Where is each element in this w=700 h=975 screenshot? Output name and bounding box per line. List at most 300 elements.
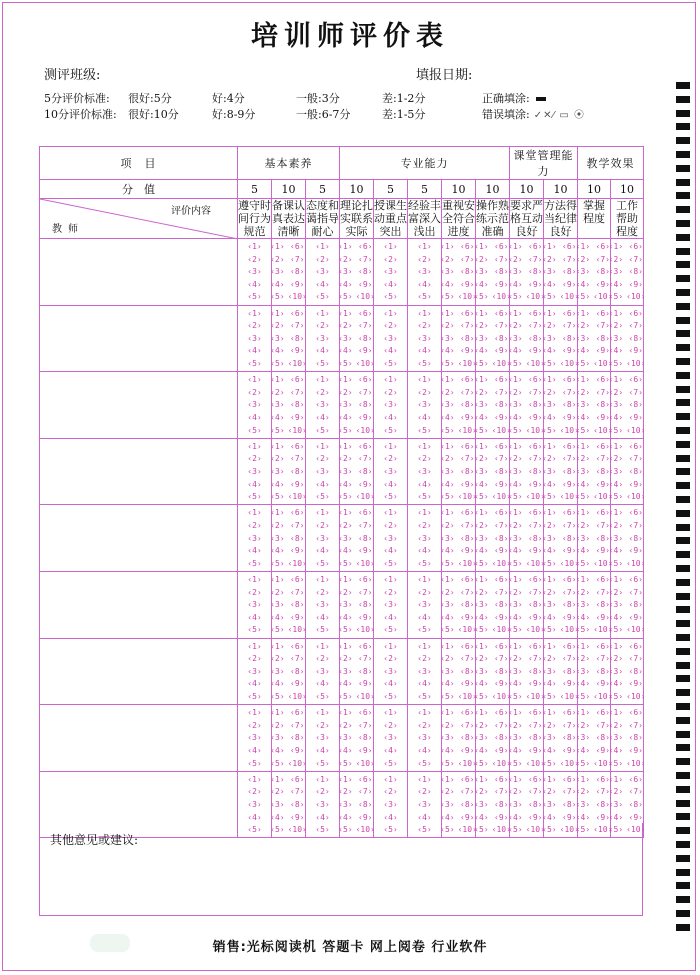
score-bubble[interactable]: ‹1›: [315, 641, 330, 651]
score-bubble[interactable]: ‹5›: [270, 558, 285, 568]
score-bubble[interactable]: ‹10›: [287, 425, 307, 435]
score-bubble[interactable]: ‹10›: [593, 492, 613, 502]
score-bubble[interactable]: ‹5›: [247, 691, 262, 701]
score-bubble[interactable]: ‹1›: [542, 441, 557, 451]
score-bubble[interactable]: ‹2›: [315, 254, 330, 264]
score-bubble[interactable]: ‹3›: [474, 333, 489, 343]
score-bubble[interactable]: ‹3›: [440, 733, 455, 743]
score-bubble[interactable]: ‹8›: [290, 799, 305, 809]
score-bubble[interactable]: ‹7›: [460, 254, 475, 264]
score-bubble[interactable]: ‹1›: [383, 375, 398, 385]
score-bubble[interactable]: ‹3›: [542, 466, 557, 476]
score-bubble[interactable]: ‹8›: [595, 333, 610, 343]
score-bubble[interactable]: ‹2›: [247, 387, 262, 397]
score-bubble[interactable]: ‹4›: [270, 412, 285, 422]
score-bubble[interactable]: ‹5›: [270, 358, 285, 368]
score-bubble[interactable]: ‹6›: [628, 641, 643, 651]
score-bubble[interactable]: ‹5›: [608, 825, 624, 835]
score-bubble[interactable]: ‹4›: [542, 812, 557, 822]
score-bubble[interactable]: ‹4›: [383, 546, 398, 556]
score-bubble[interactable]: ‹4›: [417, 812, 432, 822]
score-bubble[interactable]: ‹8›: [528, 799, 543, 809]
score-bubble[interactable]: ‹5›: [315, 825, 330, 835]
score-bubble[interactable]: ‹5›: [575, 358, 591, 368]
score-bubble[interactable]: ‹7›: [460, 387, 475, 397]
score-bubble[interactable]: ‹4›: [474, 412, 489, 422]
score-bubble[interactable]: ‹9›: [562, 679, 577, 689]
score-bubble[interactable]: ‹9›: [628, 412, 643, 422]
score-bubble[interactable]: ‹4›: [542, 346, 557, 356]
score-bubble[interactable]: ‹3›: [608, 799, 624, 809]
score-bubble[interactable]: ‹2›: [575, 454, 591, 464]
score-bubble[interactable]: ‹9›: [460, 812, 475, 822]
score-bubble[interactable]: ‹9›: [460, 745, 475, 755]
score-bubble[interactable]: ‹8›: [358, 466, 373, 476]
score-bubble[interactable]: ‹4›: [247, 612, 262, 622]
score-bubble[interactable]: ‹3›: [575, 600, 591, 610]
score-bubble[interactable]: ‹2›: [474, 254, 489, 264]
score-bubble[interactable]: ‹8›: [358, 400, 373, 410]
score-bubble[interactable]: ‹6›: [628, 375, 643, 385]
score-bubble[interactable]: ‹5›: [440, 758, 455, 768]
score-bubble[interactable]: ‹7›: [290, 720, 305, 730]
score-bubble[interactable]: ‹7›: [562, 520, 577, 530]
score-bubble[interactable]: ‹8›: [628, 400, 643, 410]
score-bubble[interactable]: ‹8›: [528, 333, 543, 343]
score-bubble[interactable]: ‹3›: [315, 799, 330, 809]
score-bubble[interactable]: ‹3›: [417, 733, 432, 743]
score-bubble[interactable]: ‹9›: [595, 546, 610, 556]
score-bubble[interactable]: ‹1›: [575, 641, 591, 651]
score-bubble[interactable]: ‹3›: [338, 666, 353, 676]
score-bubble[interactable]: ‹4›: [440, 612, 455, 622]
score-bubble[interactable]: ‹3›: [508, 400, 523, 410]
score-bubble[interactable]: ‹1›: [270, 308, 285, 318]
score-bubble[interactable]: ‹4›: [440, 346, 455, 356]
score-bubble[interactable]: ‹3›: [338, 466, 353, 476]
score-bubble[interactable]: ‹10›: [457, 292, 477, 302]
score-bubble[interactable]: ‹5›: [270, 492, 285, 502]
score-bubble[interactable]: ‹10›: [559, 758, 579, 768]
score-bubble[interactable]: ‹4›: [608, 812, 624, 822]
score-bubble[interactable]: ‹4›: [315, 612, 330, 622]
score-bubble[interactable]: ‹9›: [290, 412, 305, 422]
score-bubble[interactable]: ‹1›: [270, 641, 285, 651]
score-bubble[interactable]: ‹1›: [338, 641, 353, 651]
score-bubble[interactable]: ‹4›: [474, 346, 489, 356]
score-bubble[interactable]: ‹4›: [508, 679, 523, 689]
score-bubble[interactable]: ‹3›: [338, 799, 353, 809]
score-bubble[interactable]: ‹10›: [626, 292, 646, 302]
score-bubble[interactable]: ‹3›: [440, 600, 455, 610]
score-bubble[interactable]: ‹4›: [608, 479, 624, 489]
score-bubble[interactable]: ‹7›: [494, 654, 509, 664]
score-bubble[interactable]: ‹5›: [440, 425, 455, 435]
score-bubble[interactable]: ‹1›: [417, 308, 432, 318]
score-bubble[interactable]: ‹7›: [290, 387, 305, 397]
teacher-name-cell[interactable]: [40, 705, 238, 772]
score-bubble[interactable]: ‹8›: [562, 600, 577, 610]
score-bubble[interactable]: ‹5›: [247, 758, 262, 768]
score-bubble[interactable]: ‹5›: [247, 292, 262, 302]
score-bubble[interactable]: ‹6›: [528, 375, 543, 385]
score-bubble[interactable]: ‹8›: [562, 466, 577, 476]
score-bubble[interactable]: ‹9›: [528, 812, 543, 822]
score-bubble[interactable]: ‹7›: [562, 321, 577, 331]
score-bubble[interactable]: ‹1›: [417, 441, 432, 451]
score-bubble[interactable]: ‹2›: [440, 387, 455, 397]
score-bubble[interactable]: ‹6›: [460, 242, 475, 251]
score-bubble[interactable]: ‹4›: [542, 412, 557, 422]
score-bubble[interactable]: ‹2›: [440, 454, 455, 464]
score-bubble[interactable]: ‹6›: [595, 774, 610, 784]
score-bubble[interactable]: ‹2›: [508, 454, 523, 464]
score-bubble[interactable]: ‹4›: [315, 745, 330, 755]
score-bubble[interactable]: ‹5›: [508, 691, 523, 701]
score-bubble[interactable]: ‹5›: [383, 358, 398, 368]
score-bubble[interactable]: ‹1›: [608, 441, 624, 451]
score-bubble[interactable]: ‹3›: [417, 267, 432, 277]
score-bubble[interactable]: ‹5›: [315, 625, 330, 635]
score-bubble[interactable]: ‹6›: [628, 308, 643, 318]
score-bubble[interactable]: ‹10›: [355, 425, 375, 435]
score-bubble[interactable]: ‹2›: [338, 587, 353, 597]
score-bubble[interactable]: ‹5›: [440, 292, 455, 302]
score-bubble[interactable]: ‹4›: [575, 412, 591, 422]
score-bubble[interactable]: ‹8›: [628, 666, 643, 676]
score-bubble[interactable]: ‹3›: [508, 466, 523, 476]
score-bubble[interactable]: ‹3›: [508, 267, 523, 277]
score-bubble[interactable]: ‹6›: [562, 308, 577, 318]
score-bubble[interactable]: ‹10›: [457, 625, 477, 635]
score-bubble[interactable]: ‹5›: [270, 625, 285, 635]
score-bubble[interactable]: ‹6›: [358, 242, 373, 251]
score-bubble[interactable]: ‹8›: [290, 733, 305, 743]
score-bubble[interactable]: ‹1›: [383, 308, 398, 318]
score-bubble[interactable]: ‹5›: [440, 625, 455, 635]
score-bubble[interactable]: ‹3›: [474, 466, 489, 476]
score-bubble[interactable]: ‹2›: [417, 587, 432, 597]
score-bubble[interactable]: ‹1›: [508, 242, 523, 251]
score-bubble[interactable]: ‹6›: [628, 508, 643, 518]
score-bubble[interactable]: ‹5›: [270, 292, 285, 302]
score-bubble[interactable]: ‹1›: [474, 375, 489, 385]
score-bubble[interactable]: ‹7›: [358, 654, 373, 664]
score-bubble[interactable]: ‹4›: [270, 279, 285, 289]
score-bubble[interactable]: ‹5›: [417, 492, 432, 502]
score-bubble[interactable]: ‹4›: [508, 612, 523, 622]
score-bubble[interactable]: ‹2›: [440, 787, 455, 797]
score-bubble[interactable]: ‹1›: [508, 441, 523, 451]
score-bubble[interactable]: ‹10›: [525, 358, 545, 368]
score-bubble[interactable]: ‹10›: [626, 558, 646, 568]
score-bubble[interactable]: ‹2›: [417, 787, 432, 797]
score-bubble[interactable]: ‹5›: [383, 492, 398, 502]
score-bubble[interactable]: ‹2›: [508, 321, 523, 331]
score-bubble[interactable]: ‹3›: [383, 533, 398, 543]
score-bubble[interactable]: ‹10›: [491, 558, 511, 568]
score-bubble[interactable]: ‹8›: [628, 600, 643, 610]
score-bubble[interactable]: ‹2›: [608, 387, 624, 397]
score-bubble[interactable]: ‹3›: [608, 333, 624, 343]
score-bubble[interactable]: ‹4›: [608, 745, 624, 755]
score-bubble[interactable]: ‹3›: [247, 799, 262, 809]
score-bubble[interactable]: ‹10›: [593, 425, 613, 435]
score-bubble[interactable]: ‹4›: [508, 812, 523, 822]
score-bubble[interactable]: ‹1›: [508, 708, 523, 718]
score-bubble[interactable]: ‹2›: [440, 520, 455, 530]
score-bubble[interactable]: ‹5›: [338, 825, 353, 835]
score-bubble[interactable]: ‹9›: [528, 412, 543, 422]
score-bubble[interactable]: ‹5›: [575, 425, 591, 435]
score-bubble[interactable]: ‹7›: [494, 454, 509, 464]
score-bubble[interactable]: ‹1›: [315, 441, 330, 451]
score-bubble[interactable]: ‹1›: [270, 242, 285, 251]
score-bubble[interactable]: ‹3›: [542, 400, 557, 410]
score-bubble[interactable]: ‹5›: [247, 358, 262, 368]
score-bubble[interactable]: ‹3›: [247, 400, 262, 410]
score-bubble[interactable]: ‹4›: [338, 745, 353, 755]
score-bubble[interactable]: ‹7›: [290, 321, 305, 331]
score-bubble[interactable]: ‹2›: [508, 520, 523, 530]
score-bubble[interactable]: ‹1›: [338, 508, 353, 518]
score-bubble[interactable]: ‹10›: [355, 825, 375, 835]
score-bubble[interactable]: ‹5›: [575, 625, 591, 635]
score-bubble[interactable]: ‹3›: [417, 799, 432, 809]
score-bubble[interactable]: ‹2›: [338, 387, 353, 397]
score-bubble[interactable]: ‹3›: [474, 733, 489, 743]
score-bubble[interactable]: ‹2›: [247, 454, 262, 464]
teacher-name-cell[interactable]: [40, 305, 238, 372]
score-bubble[interactable]: ‹4›: [338, 612, 353, 622]
score-bubble[interactable]: ‹10›: [525, 425, 545, 435]
score-bubble[interactable]: ‹6›: [562, 641, 577, 651]
score-bubble[interactable]: ‹8›: [358, 733, 373, 743]
score-bubble[interactable]: ‹6›: [494, 308, 509, 318]
score-bubble[interactable]: ‹1›: [417, 508, 432, 518]
score-bubble[interactable]: ‹2›: [383, 387, 398, 397]
score-bubble[interactable]: ‹3›: [608, 533, 624, 543]
score-bubble[interactable]: ‹7›: [528, 787, 543, 797]
score-bubble[interactable]: ‹8›: [528, 600, 543, 610]
score-bubble[interactable]: ‹3›: [417, 466, 432, 476]
score-bubble[interactable]: ‹6›: [494, 774, 509, 784]
score-bubble[interactable]: ‹8›: [460, 600, 475, 610]
score-bubble[interactable]: ‹10›: [457, 425, 477, 435]
score-bubble[interactable]: ‹4›: [338, 279, 353, 289]
score-bubble[interactable]: ‹4›: [575, 479, 591, 489]
score-bubble[interactable]: ‹1›: [440, 375, 455, 385]
score-bubble[interactable]: ‹3›: [575, 733, 591, 743]
score-bubble[interactable]: ‹1›: [417, 375, 432, 385]
score-bubble[interactable]: ‹6›: [494, 574, 509, 584]
score-bubble[interactable]: ‹9›: [358, 612, 373, 622]
score-bubble[interactable]: ‹9›: [628, 346, 643, 356]
score-bubble[interactable]: ‹5›: [383, 292, 398, 302]
score-bubble[interactable]: ‹6›: [562, 708, 577, 718]
score-bubble[interactable]: ‹9›: [595, 479, 610, 489]
score-bubble[interactable]: ‹8›: [460, 666, 475, 676]
score-bubble[interactable]: ‹5›: [440, 492, 455, 502]
score-bubble[interactable]: ‹7›: [595, 720, 610, 730]
score-bubble[interactable]: ‹2›: [270, 520, 285, 530]
score-bubble[interactable]: ‹9›: [290, 479, 305, 489]
score-bubble[interactable]: ‹4›: [608, 546, 624, 556]
score-bubble[interactable]: ‹3›: [440, 267, 455, 277]
score-bubble[interactable]: ‹9›: [628, 479, 643, 489]
score-bubble[interactable]: ‹7›: [595, 520, 610, 530]
score-bubble[interactable]: ‹6›: [290, 308, 305, 318]
score-bubble[interactable]: ‹10›: [626, 825, 646, 835]
comment-box[interactable]: [39, 823, 646, 916]
score-bubble[interactable]: ‹5›: [338, 425, 353, 435]
score-bubble[interactable]: ‹9›: [528, 479, 543, 489]
score-bubble[interactable]: ‹2›: [270, 454, 285, 464]
score-bubble[interactable]: ‹1›: [608, 708, 624, 718]
score-bubble[interactable]: ‹2›: [417, 720, 432, 730]
score-bubble[interactable]: ‹3›: [383, 333, 398, 343]
score-bubble[interactable]: ‹2›: [542, 654, 557, 664]
score-bubble[interactable]: ‹9›: [628, 745, 643, 755]
score-bubble[interactable]: ‹3›: [270, 666, 285, 676]
score-bubble[interactable]: ‹4›: [315, 812, 330, 822]
score-bubble[interactable]: ‹8›: [460, 733, 475, 743]
score-bubble[interactable]: ‹3›: [247, 333, 262, 343]
score-bubble[interactable]: ‹10›: [525, 492, 545, 502]
score-bubble[interactable]: ‹1›: [338, 441, 353, 451]
score-bubble[interactable]: ‹8›: [358, 333, 373, 343]
score-bubble[interactable]: ‹4›: [247, 745, 262, 755]
score-bubble[interactable]: ‹4›: [417, 679, 432, 689]
score-bubble[interactable]: ‹1›: [247, 375, 262, 385]
score-bubble[interactable]: ‹7›: [358, 520, 373, 530]
score-bubble[interactable]: ‹6›: [595, 375, 610, 385]
score-bubble[interactable]: ‹10›: [491, 758, 511, 768]
score-bubble[interactable]: ‹3›: [542, 600, 557, 610]
score-bubble[interactable]: ‹10›: [287, 691, 307, 701]
score-bubble[interactable]: ‹4›: [575, 279, 591, 289]
score-bubble[interactable]: ‹1›: [440, 574, 455, 584]
score-bubble[interactable]: ‹1›: [247, 708, 262, 718]
score-bubble[interactable]: ‹9›: [595, 412, 610, 422]
score-bubble[interactable]: ‹3›: [270, 799, 285, 809]
score-bubble[interactable]: ‹2›: [474, 387, 489, 397]
score-bubble[interactable]: ‹7›: [595, 321, 610, 331]
score-bubble[interactable]: ‹6›: [595, 574, 610, 584]
score-bubble[interactable]: ‹9›: [562, 346, 577, 356]
score-bubble[interactable]: ‹10›: [457, 492, 477, 502]
score-bubble[interactable]: ‹9›: [358, 346, 373, 356]
score-bubble[interactable]: ‹5›: [417, 558, 432, 568]
score-bubble[interactable]: ‹2›: [474, 720, 489, 730]
score-bubble[interactable]: ‹3›: [508, 333, 523, 343]
score-bubble[interactable]: ‹3›: [315, 533, 330, 543]
teacher-name-cell[interactable]: [40, 372, 238, 439]
score-bubble[interactable]: ‹2›: [270, 787, 285, 797]
score-bubble[interactable]: ‹7›: [358, 587, 373, 597]
score-bubble[interactable]: ‹4›: [508, 279, 523, 289]
score-bubble[interactable]: ‹6›: [494, 708, 509, 718]
score-bubble[interactable]: ‹7›: [290, 454, 305, 464]
score-bubble[interactable]: ‹6›: [628, 574, 643, 584]
score-bubble[interactable]: ‹1›: [440, 441, 455, 451]
score-bubble[interactable]: ‹4›: [247, 479, 262, 489]
score-bubble[interactable]: ‹6›: [494, 641, 509, 651]
score-bubble[interactable]: ‹3›: [542, 333, 557, 343]
score-bubble[interactable]: ‹4›: [417, 612, 432, 622]
score-bubble[interactable]: ‹6›: [628, 441, 643, 451]
score-bubble[interactable]: ‹5›: [247, 625, 262, 635]
score-bubble[interactable]: ‹3›: [383, 733, 398, 743]
score-bubble[interactable]: ‹2›: [608, 787, 624, 797]
score-bubble[interactable]: ‹3›: [417, 666, 432, 676]
score-bubble[interactable]: ‹7›: [460, 654, 475, 664]
score-bubble[interactable]: ‹3›: [608, 733, 624, 743]
score-bubble[interactable]: ‹6›: [562, 574, 577, 584]
score-bubble[interactable]: ‹2›: [383, 654, 398, 664]
score-bubble[interactable]: ‹2›: [440, 654, 455, 664]
score-bubble[interactable]: ‹3›: [474, 666, 489, 676]
score-bubble[interactable]: ‹5›: [247, 558, 262, 568]
score-bubble[interactable]: ‹7›: [562, 654, 577, 664]
score-bubble[interactable]: ‹5›: [315, 358, 330, 368]
score-bubble[interactable]: ‹8›: [494, 799, 509, 809]
teacher-name-cell[interactable]: [40, 638, 238, 705]
score-bubble[interactable]: ‹10›: [593, 825, 613, 835]
score-bubble[interactable]: ‹10›: [287, 492, 307, 502]
score-bubble[interactable]: ‹8›: [494, 733, 509, 743]
score-bubble[interactable]: ‹2›: [247, 720, 262, 730]
score-bubble[interactable]: ‹7›: [290, 654, 305, 664]
score-bubble[interactable]: ‹2›: [508, 387, 523, 397]
score-bubble[interactable]: ‹10›: [626, 758, 646, 768]
score-bubble[interactable]: ‹4›: [247, 679, 262, 689]
score-bubble[interactable]: ‹6›: [460, 308, 475, 318]
score-bubble[interactable]: ‹1›: [575, 308, 591, 318]
score-bubble[interactable]: ‹3›: [270, 600, 285, 610]
score-bubble[interactable]: ‹7›: [460, 520, 475, 530]
score-bubble[interactable]: ‹3›: [383, 267, 398, 277]
score-bubble[interactable]: ‹3›: [315, 600, 330, 610]
score-bubble[interactable]: ‹5›: [315, 558, 330, 568]
score-bubble[interactable]: ‹6›: [595, 641, 610, 651]
score-bubble[interactable]: ‹5›: [508, 625, 523, 635]
score-bubble[interactable]: ‹4›: [608, 346, 624, 356]
score-bubble[interactable]: ‹10›: [559, 292, 579, 302]
score-bubble[interactable]: ‹6›: [290, 441, 305, 451]
score-bubble[interactable]: ‹2›: [440, 321, 455, 331]
score-bubble[interactable]: ‹8›: [460, 333, 475, 343]
score-bubble[interactable]: ‹5›: [508, 492, 523, 502]
score-bubble[interactable]: ‹7›: [595, 587, 610, 597]
score-bubble[interactable]: ‹5›: [338, 691, 353, 701]
score-bubble[interactable]: ‹7›: [460, 720, 475, 730]
score-bubble[interactable]: ‹1›: [608, 574, 624, 584]
score-bubble[interactable]: ‹8›: [595, 400, 610, 410]
score-bubble[interactable]: ‹10›: [593, 625, 613, 635]
score-bubble[interactable]: ‹5›: [338, 358, 353, 368]
score-bubble[interactable]: ‹1›: [440, 641, 455, 651]
score-bubble[interactable]: ‹7›: [628, 654, 643, 664]
score-bubble[interactable]: ‹2›: [338, 787, 353, 797]
score-bubble[interactable]: ‹7›: [595, 387, 610, 397]
score-bubble[interactable]: ‹2›: [247, 654, 262, 664]
score-bubble[interactable]: ‹4›: [542, 546, 557, 556]
score-bubble[interactable]: ‹4›: [575, 812, 591, 822]
score-bubble[interactable]: ‹4›: [474, 546, 489, 556]
score-bubble[interactable]: ‹4›: [270, 812, 285, 822]
score-bubble[interactable]: ‹7›: [528, 720, 543, 730]
